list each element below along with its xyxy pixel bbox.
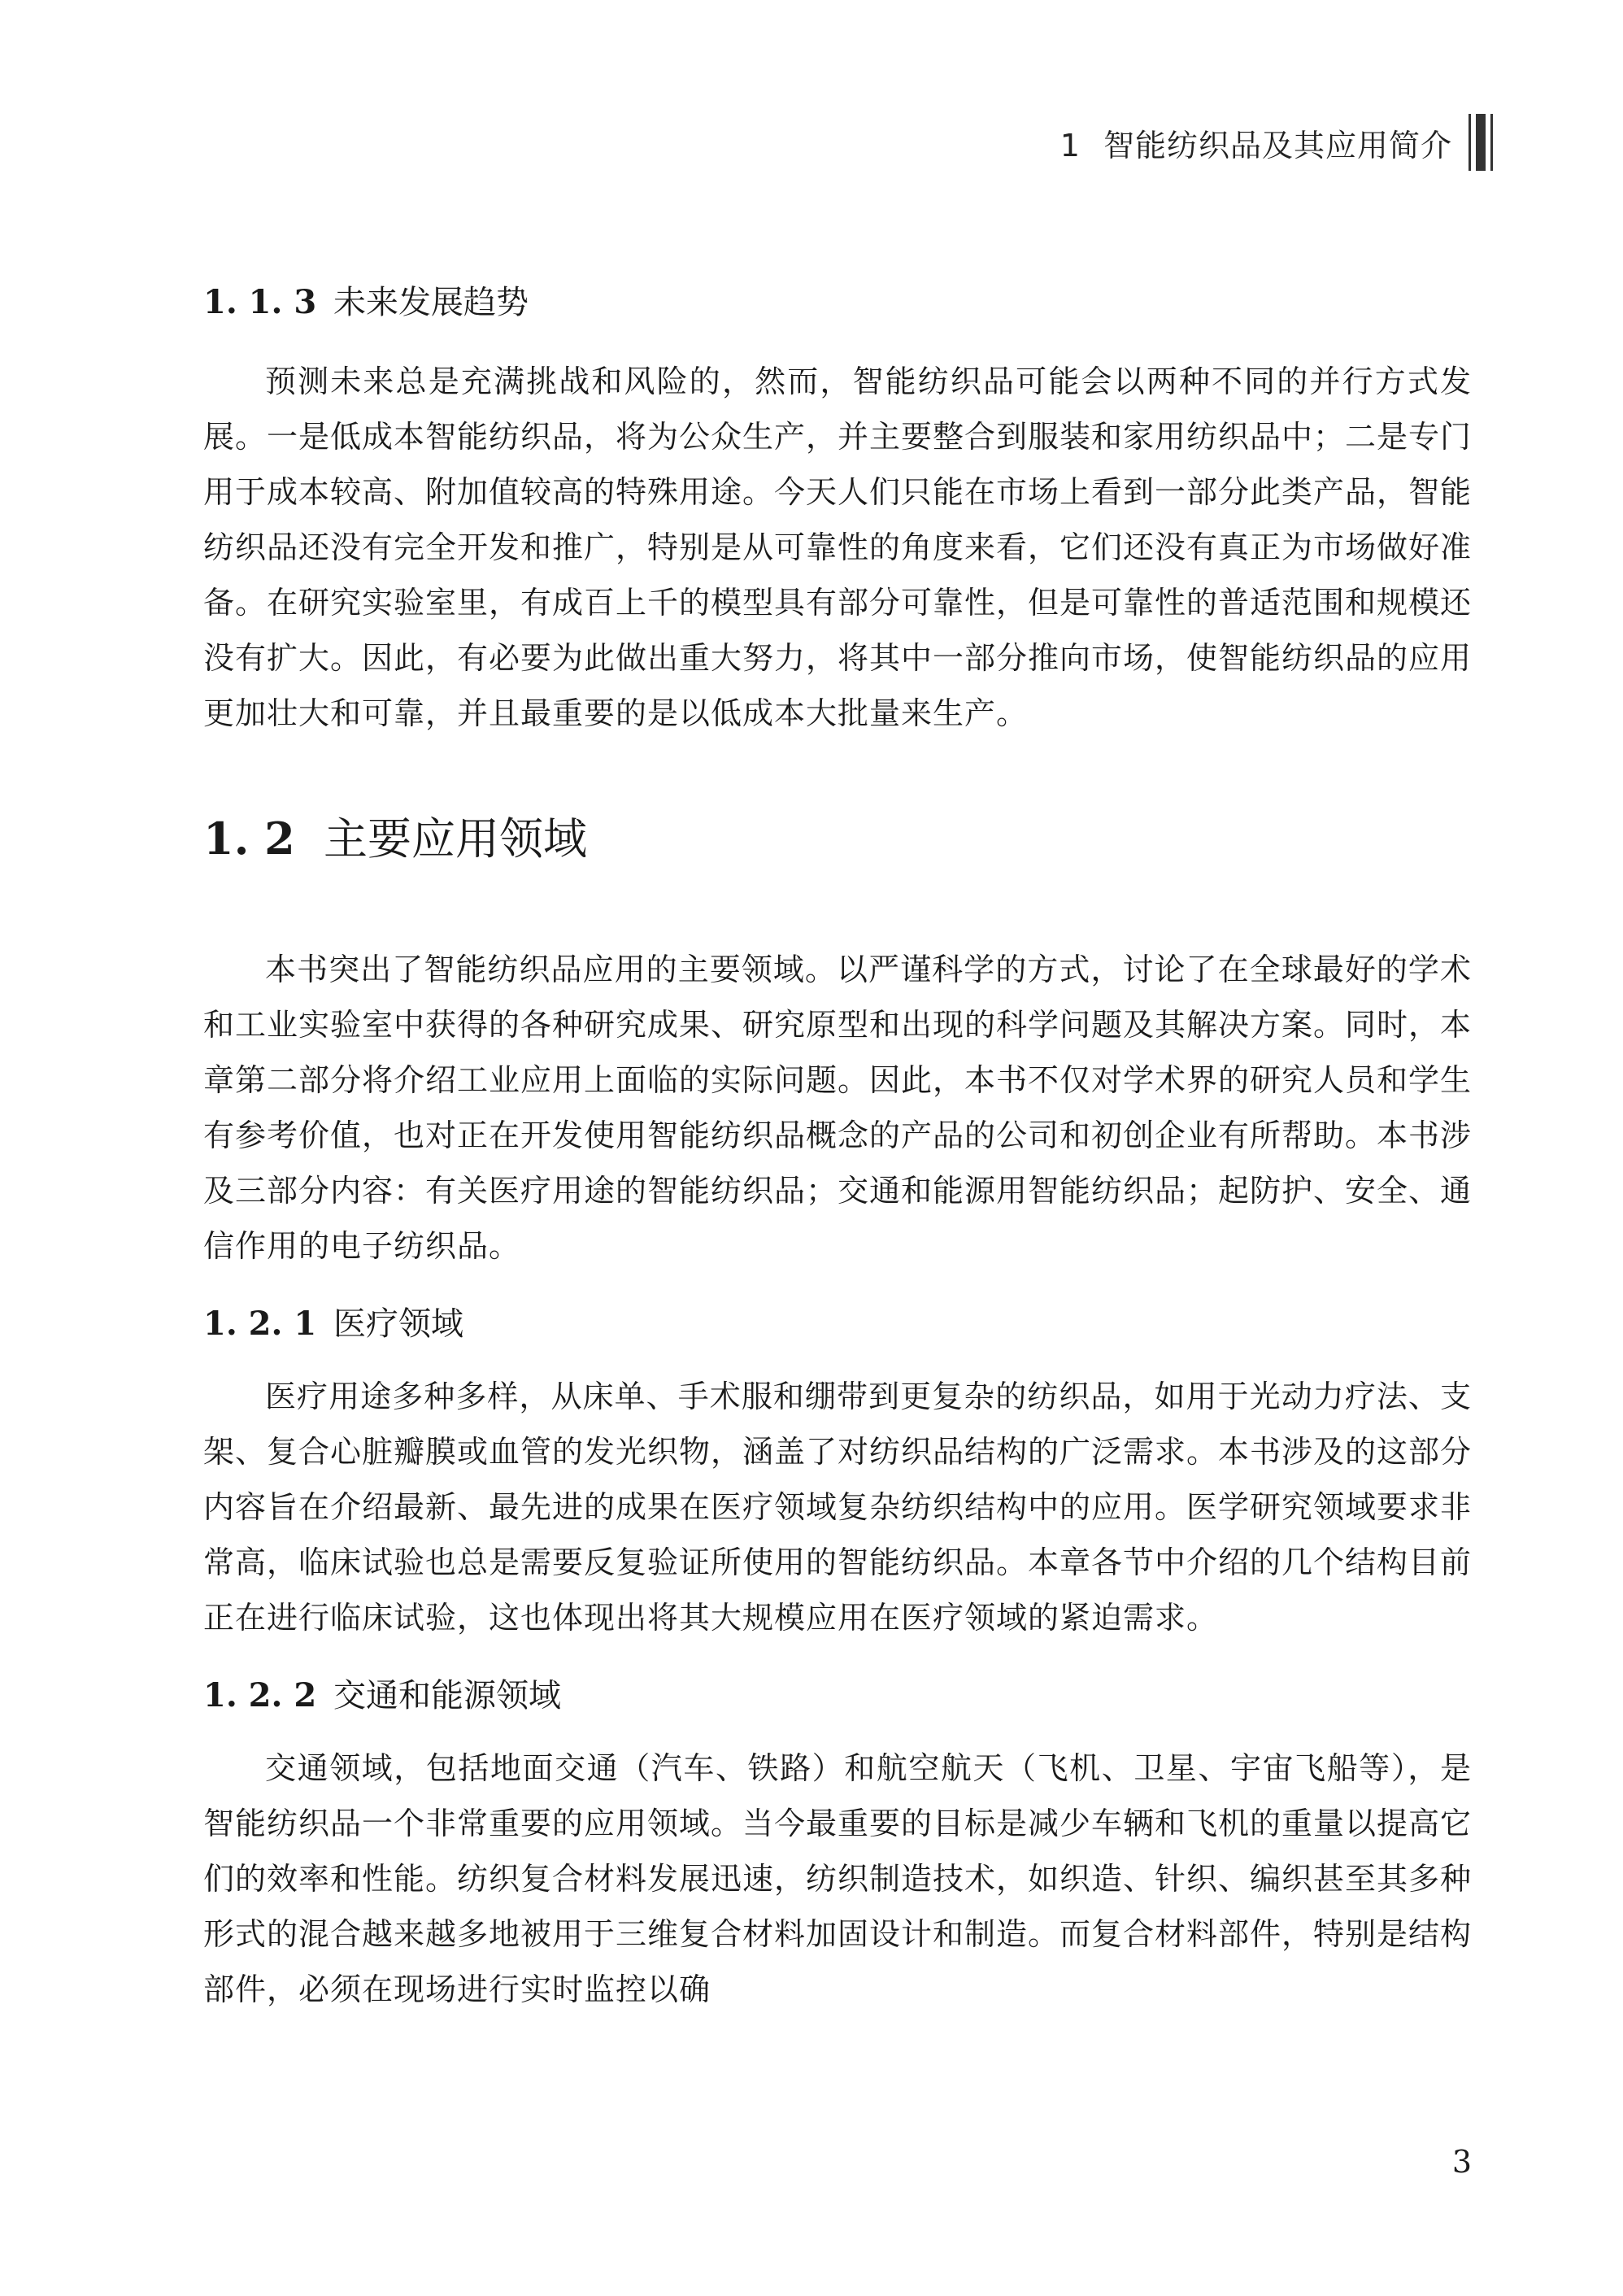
- paragraph-future-trends: 预测未来总是充满挑战和风险的，然而，智能纺织品可能会以两种不同的并行方式发展。一是低成本智能纺织品，将为公众生产，并主要整合到服装和家用纺织品中；二是专门用于成本较高、附加值较高的特殊用途。今天人们只能在市场上看到一部分此类产品，智能纺织品还没有完全开发和推广，特别是从可靠性的角度来看，它们还没有真正为市场做好准备。在研究实验室里，有成百上千的模型具有部分可靠性，但是可靠性的普适范围和规模还没有扩大。因此，有必要为此做出重大努力，将其中一部分推向市场，使智能纺织品的应用更加壮大和可靠，并且最重要的是以低成本大批量来生产。: [203, 364, 1473, 731]
- section-title: 交通和能源领域: [333, 1677, 561, 1714]
- header-chapter-number: 1: [1060, 128, 1081, 163]
- section-number: 1. 2: [203, 813, 295, 865]
- section-heading-1-2: [203, 804, 1472, 867]
- paragraph-transport-energy: 交通领域，包括地面交通（汽车、铁路）和航空航天（飞机、卫星、宇宙飞船等），是智能纺织品一个非常重要的应用领域。当今最重要的目标是减少车辆和飞机的重量以提高它们的效率和性能。纺织复合材料发展迅速，纺织制造技术，如织造、针织、编织甚至其多种形式的混合越来越多地被用于三维复合材料加固设计和制造。而复合材料部件，特别是结构部件，必须在现场进行实时监控以确: [203, 1750, 1473, 2007]
- header-bar-thin-left: [1469, 114, 1471, 171]
- section-number: 1. 1. 3: [203, 283, 317, 321]
- section-title: 医疗领域: [333, 1305, 463, 1343]
- section-heading-1-1-3: [203, 277, 1472, 323]
- section-heading-1-2-1: [203, 1298, 1472, 1344]
- header-bar-thick: [1476, 114, 1485, 171]
- page-content: [203, 277, 1472, 2017]
- paragraph-medical-field: 医疗用途多种多样，从床单、手术服和绷带到更复杂的纺织品，如用于光动力疗法、支架、复合心脏瓣膜或血管的发光织物，涵盖了对纺织品结构的广泛需求。本书涉及的这部分内容旨在介绍最新、最先进的成果在医疗领域复杂纺织结构中的应用。医学研究领域要求非常高，临床试验也总是需要反复验证所使用的智能纺织品。本章各节中介绍的几个结构目前正在进行临床试验，这也体现出将其大规模应用在医疗领域的紧迫需求。: [203, 1379, 1473, 1636]
- section-title: 未来发展趋势: [333, 284, 529, 321]
- section-number: 1. 2. 1: [203, 1305, 317, 1343]
- page-number: 3: [1451, 2144, 1472, 2180]
- header-chapter-title: 智能纺织品及其应用简介: [1103, 128, 1452, 163]
- header-bar-thin-right: [1490, 114, 1493, 171]
- section-number: 1. 2. 2: [203, 1676, 317, 1714]
- header-bar-decoration: [1469, 114, 1493, 171]
- section-heading-1-2-2: [203, 1670, 1472, 1716]
- paragraph-main-fields: 本书突出了智能纺织品应用的主要领域。以严谨科学的方式，讨论了在全球最好的学术和工业实验室中获得的各种研究成果、研究原型和出现的科学问题及其解决方案。同时，本章第二部分将介绍工业应用上面临的实际问题。因此，本书不仅对学术界的研究人员和学生有参考价值，也对正在开发使用智能纺织品概念的产品的公司和初创企业有所帮助。本书涉及三部分内容：有关医疗用途的智能纺织品；交通和能源用智能纺织品；起防护、安全、通信作用的电子纺织品。: [203, 952, 1473, 1264]
- section-title: 主要应用领域: [324, 813, 587, 865]
- running-header: [1060, 120, 1452, 165]
